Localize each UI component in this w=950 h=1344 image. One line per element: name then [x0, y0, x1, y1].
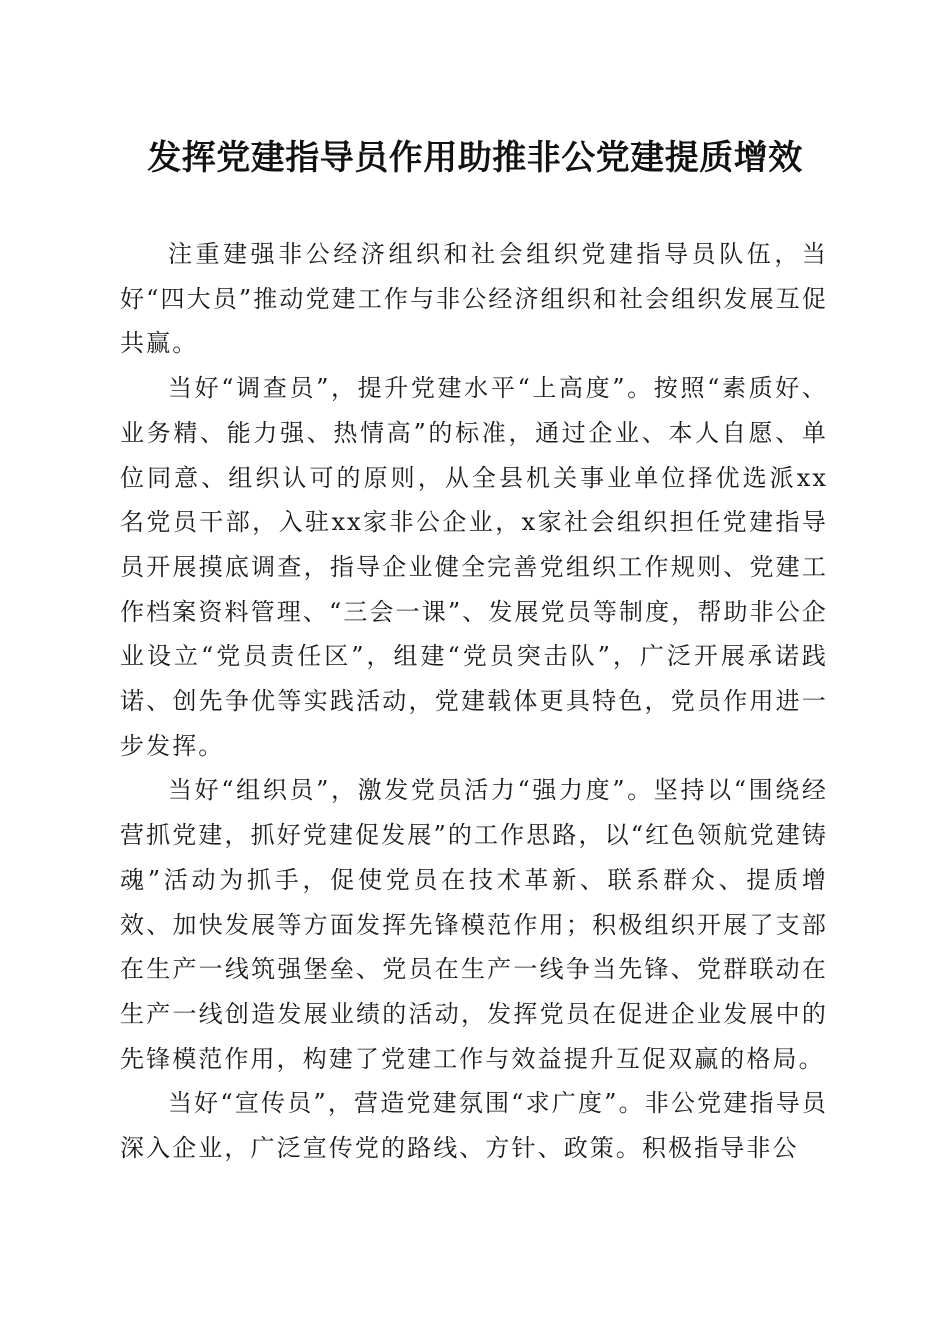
- paragraph-publicist: 当好“宣传员”，营造党建氛围“求广度”。非公党建指导员深入企业，广泛宣传党的路线、方针、政策。积极指导非公: [120, 1089, 828, 1163]
- paragraph-intro: 注重建强非公经济组织和社会组织党建指导员队伍，当好“四大员”推动党建工作与非公经济组织和社会组织发展互促共赢。: [120, 240, 828, 358]
- paragraph-investigator: 当好“调查员”，提升党建水平“上高度”。按照“素质好、业务精、能力强、热情高”的标准，通过企业、本人自愿、单位同意、组织认可的原则，从全县机关事业单位择优选派xx名党员干部，入驻xx家非公企业，x家社会组织担任党建指导员开展摸底调查，指导企业健全完善党组织工作规则、党建工作档案资料管理、“三会一课”、发展党员等制度，帮助非公企业设立“党员责任区”，组建“党员突击队”，广泛开展承诺践诺、创先争优等实践活动，党建载体更具特色，党员作用进一步发挥。: [120, 374, 828, 760]
- paragraph-organizer: 当好“组织员”，激发党员活力“强力度”。坚持以“围绕经营抓党建，抓好党建促发展”的工作思路，以“红色领航党建铸魂”活动为抓手，促使党员在技术革新、联系群众、提质增效、加快发展等方面发挥先锋模范作用；积极组织开展了支部在生产一线筑强堡垒、党员在生产一线争当先锋、党群联动在生产一线创造发展业绩的活动，发挥党员在促进企业发展中的先锋模范作用，构建了党建工作与效益提升互促双赢的格局。: [120, 776, 828, 1073]
- document-title: 发挥党建指导员作用助推非公党建提质增效: [147, 138, 803, 178]
- document-body: [120, 232, 828, 1171]
